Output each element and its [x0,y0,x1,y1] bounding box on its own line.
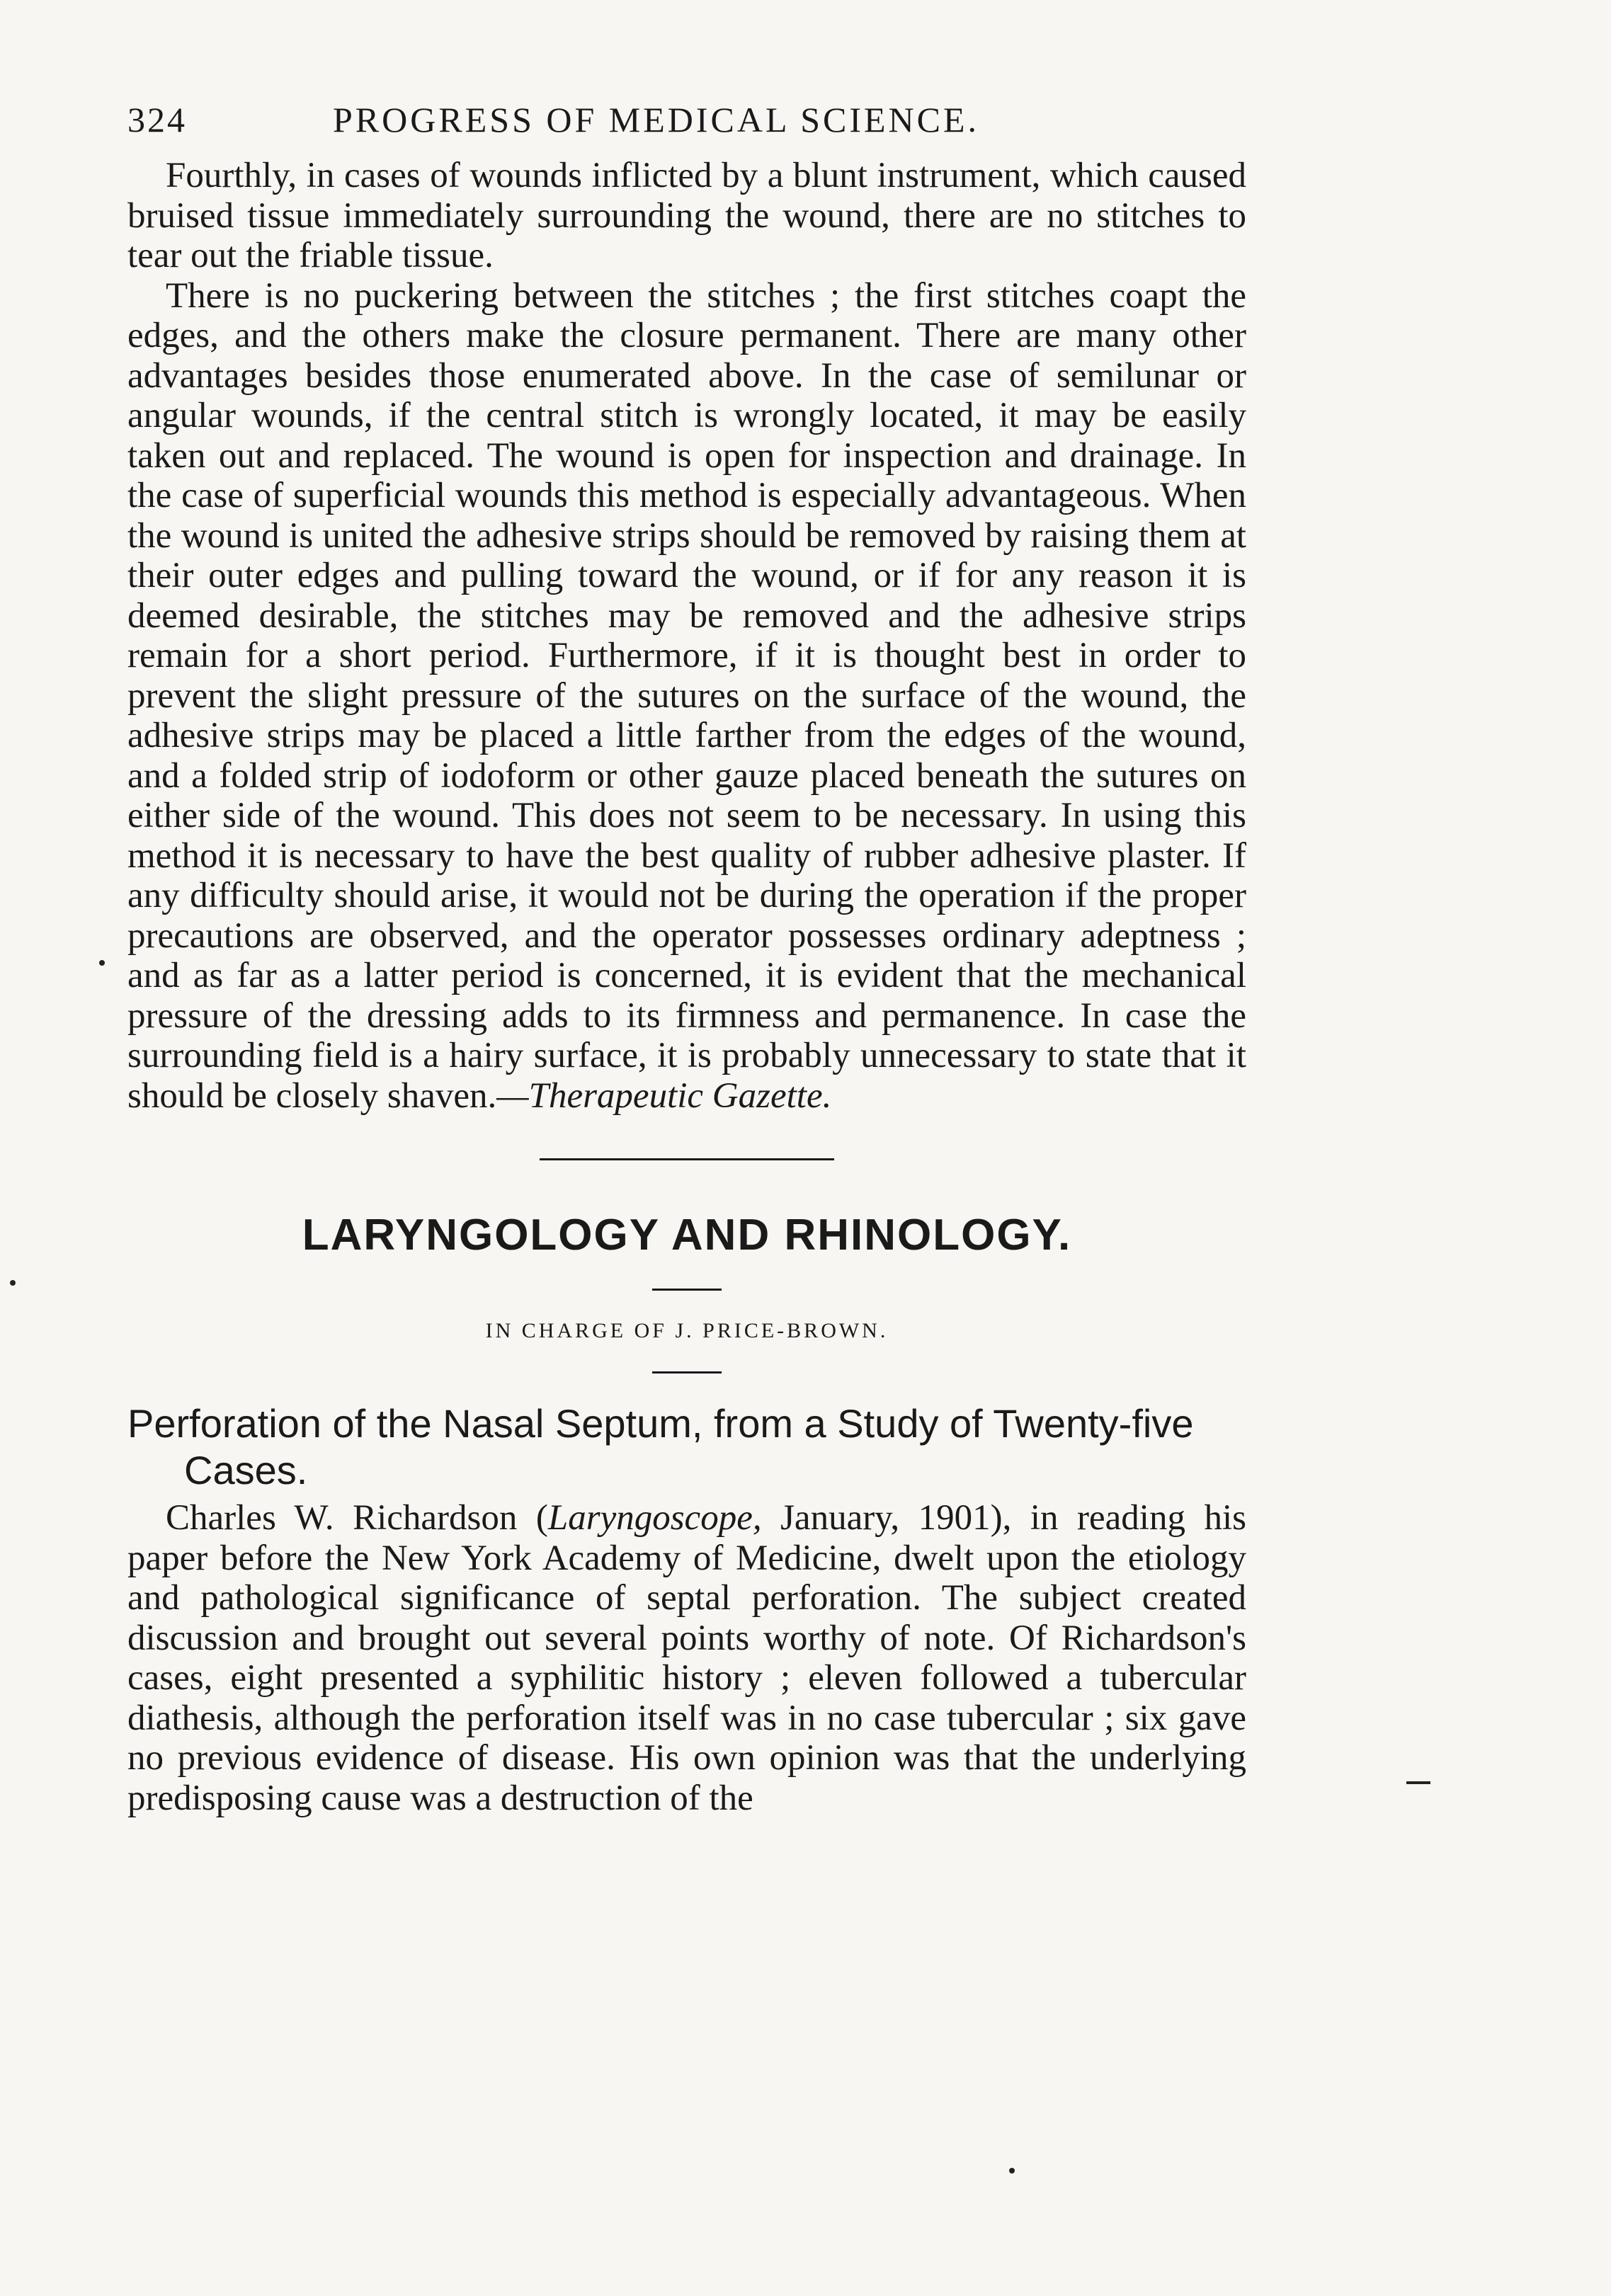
journal-title: PROGRESS OF MEDICAL SCIENCE. [333,100,980,139]
paragraph-advantages-text: There is no puckering between the stitches ; the first stitches coapt the edges, and the others make the closure permanent. There are many other advantages besides those enumerated above. In the case of semilunar or angular wounds, if the central stitch is wrongly located, it may be easily taken out and replaced. The wound is open for inspection and drainage. In the case of superficial wounds this method is especially advantageous. When the wound is united the adhesive strips should be removed by raising them at their outer edges and pulling toward the wound, or if for any reason it is deemed desirable, the stitches may be removed and the adhesive strips remain for a short period. Furthermore, if it is thought best in order to prevent the slight pressure of the sutures on the surface of the wound, the adhesive strips may be placed a little farther from the edges of the wound, and a folded strip of iodoform or other gauze placed beneath the sutures on either side of the wound. This does not seem to be necessary. In using this method it is necessary to have the best quality of rubber adhesive plaster. If any difficulty should arise, it would not be during the operation if the proper precautions are observed, and the operator possesses ordinary adeptness ; and as far as a latter period is concerned, it is evident that the mechanical pressure of the dressing adds to its firmness and permanence. In case the surrounding field is a hairy surface, it is probably unnecessary to state that it should be closely shaven. [127,275,1246,1116]
short-rule-bottom [652,1371,722,1373]
article-journal-ref: Laryngoscope, [547,1498,762,1538]
article-text: January, 1901), in reading his paper before the New York Academy of Medicine, dwelt upon the etiology and pathological significance of septal perforation. The subject created discussion and brought out several points worthy of note. Of Richardson's cases, eight presented a syphilitic history ; eleven followed a tubercular diathesis, although the perforation itself was in no case tubercular ; six gave no previous evidence of disease. His own opinion was that the underlying predisposing cause was a destruction of the [127,1498,1246,1818]
paragraph-fourthly: Fourthly, in cases of wounds inflicted by a blunt instrument, which caused bruised tissue immediately surrounding the wound, there are no stitches to tear out the friable tissue. [127,156,1246,275]
running-head [127,99,1246,156]
article-title: Perforation of the Nasal Septum, from a Study of Twenty-five Cases. [127,1401,1194,1492]
margin-speck [99,960,105,966]
article-author-lead: Charles W. Richardson ( [166,1498,548,1538]
section-editor: IN CHARGE OF J. PRICE-BROWN. [485,1319,889,1342]
margin-speck [10,1280,16,1286]
section-title: LARYNGOLOGY AND RHINOLOGY. [302,1211,1072,1260]
paragraph-advantages [127,276,1246,1116]
page [127,99,1246,1818]
margin-speck [1009,2168,1015,2174]
page-number: 324 [127,100,187,139]
body-text [127,156,1246,1116]
margin-mark [1406,1781,1430,1784]
section-divider [540,1158,834,1160]
article-paragraph [127,1498,1246,1818]
source-citation: —Therapeutic Gazette. [496,1075,832,1116]
short-rule-top [652,1289,722,1291]
article-body [127,1498,1246,1818]
